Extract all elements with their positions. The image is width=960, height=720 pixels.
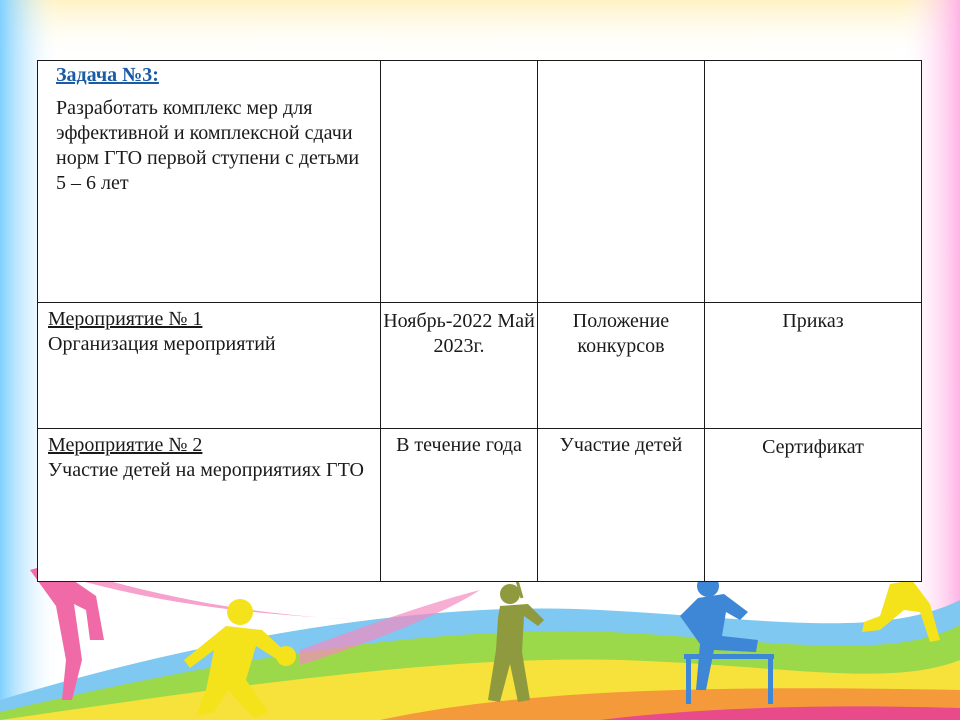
table-row (38, 61, 922, 303)
table-cell (705, 61, 922, 303)
period-cell (381, 428, 538, 581)
document-cell (538, 303, 705, 428)
event-description: Участие детей на мероприятиях ГТО (48, 458, 364, 481)
task-title[interactable]: Задача №3: (56, 64, 159, 86)
task-cell (38, 61, 381, 303)
result-cell (705, 303, 922, 428)
plan-table (37, 60, 922, 582)
event-description: Организация мероприятий (48, 333, 276, 356)
result-cell (705, 428, 922, 581)
document-text: Участие детей (559, 433, 683, 456)
document-text: Положение конкурсов (572, 310, 670, 358)
event-title: Мероприятие № 2 (48, 433, 203, 456)
event-cell (38, 428, 381, 581)
result-text: Приказ (782, 310, 844, 333)
table-row (38, 428, 922, 581)
period-text: В течение года (396, 433, 522, 456)
period-cell (381, 303, 538, 428)
task-description: Разработать комплекс мер для эффективной и комплексной сдачи норм ГТО первой ступени с детьми 5 – 6 лет (56, 97, 360, 194)
table-cell (381, 61, 538, 303)
table-cell (538, 61, 705, 303)
event-title: Мероприятие № 1 (48, 308, 203, 331)
event-cell (38, 303, 381, 428)
period-text: Ноябрь-2022 Май 2023г. (383, 310, 535, 358)
table-row (38, 303, 922, 428)
result-text: Сертификат (762, 435, 864, 458)
document-cell (538, 428, 705, 581)
